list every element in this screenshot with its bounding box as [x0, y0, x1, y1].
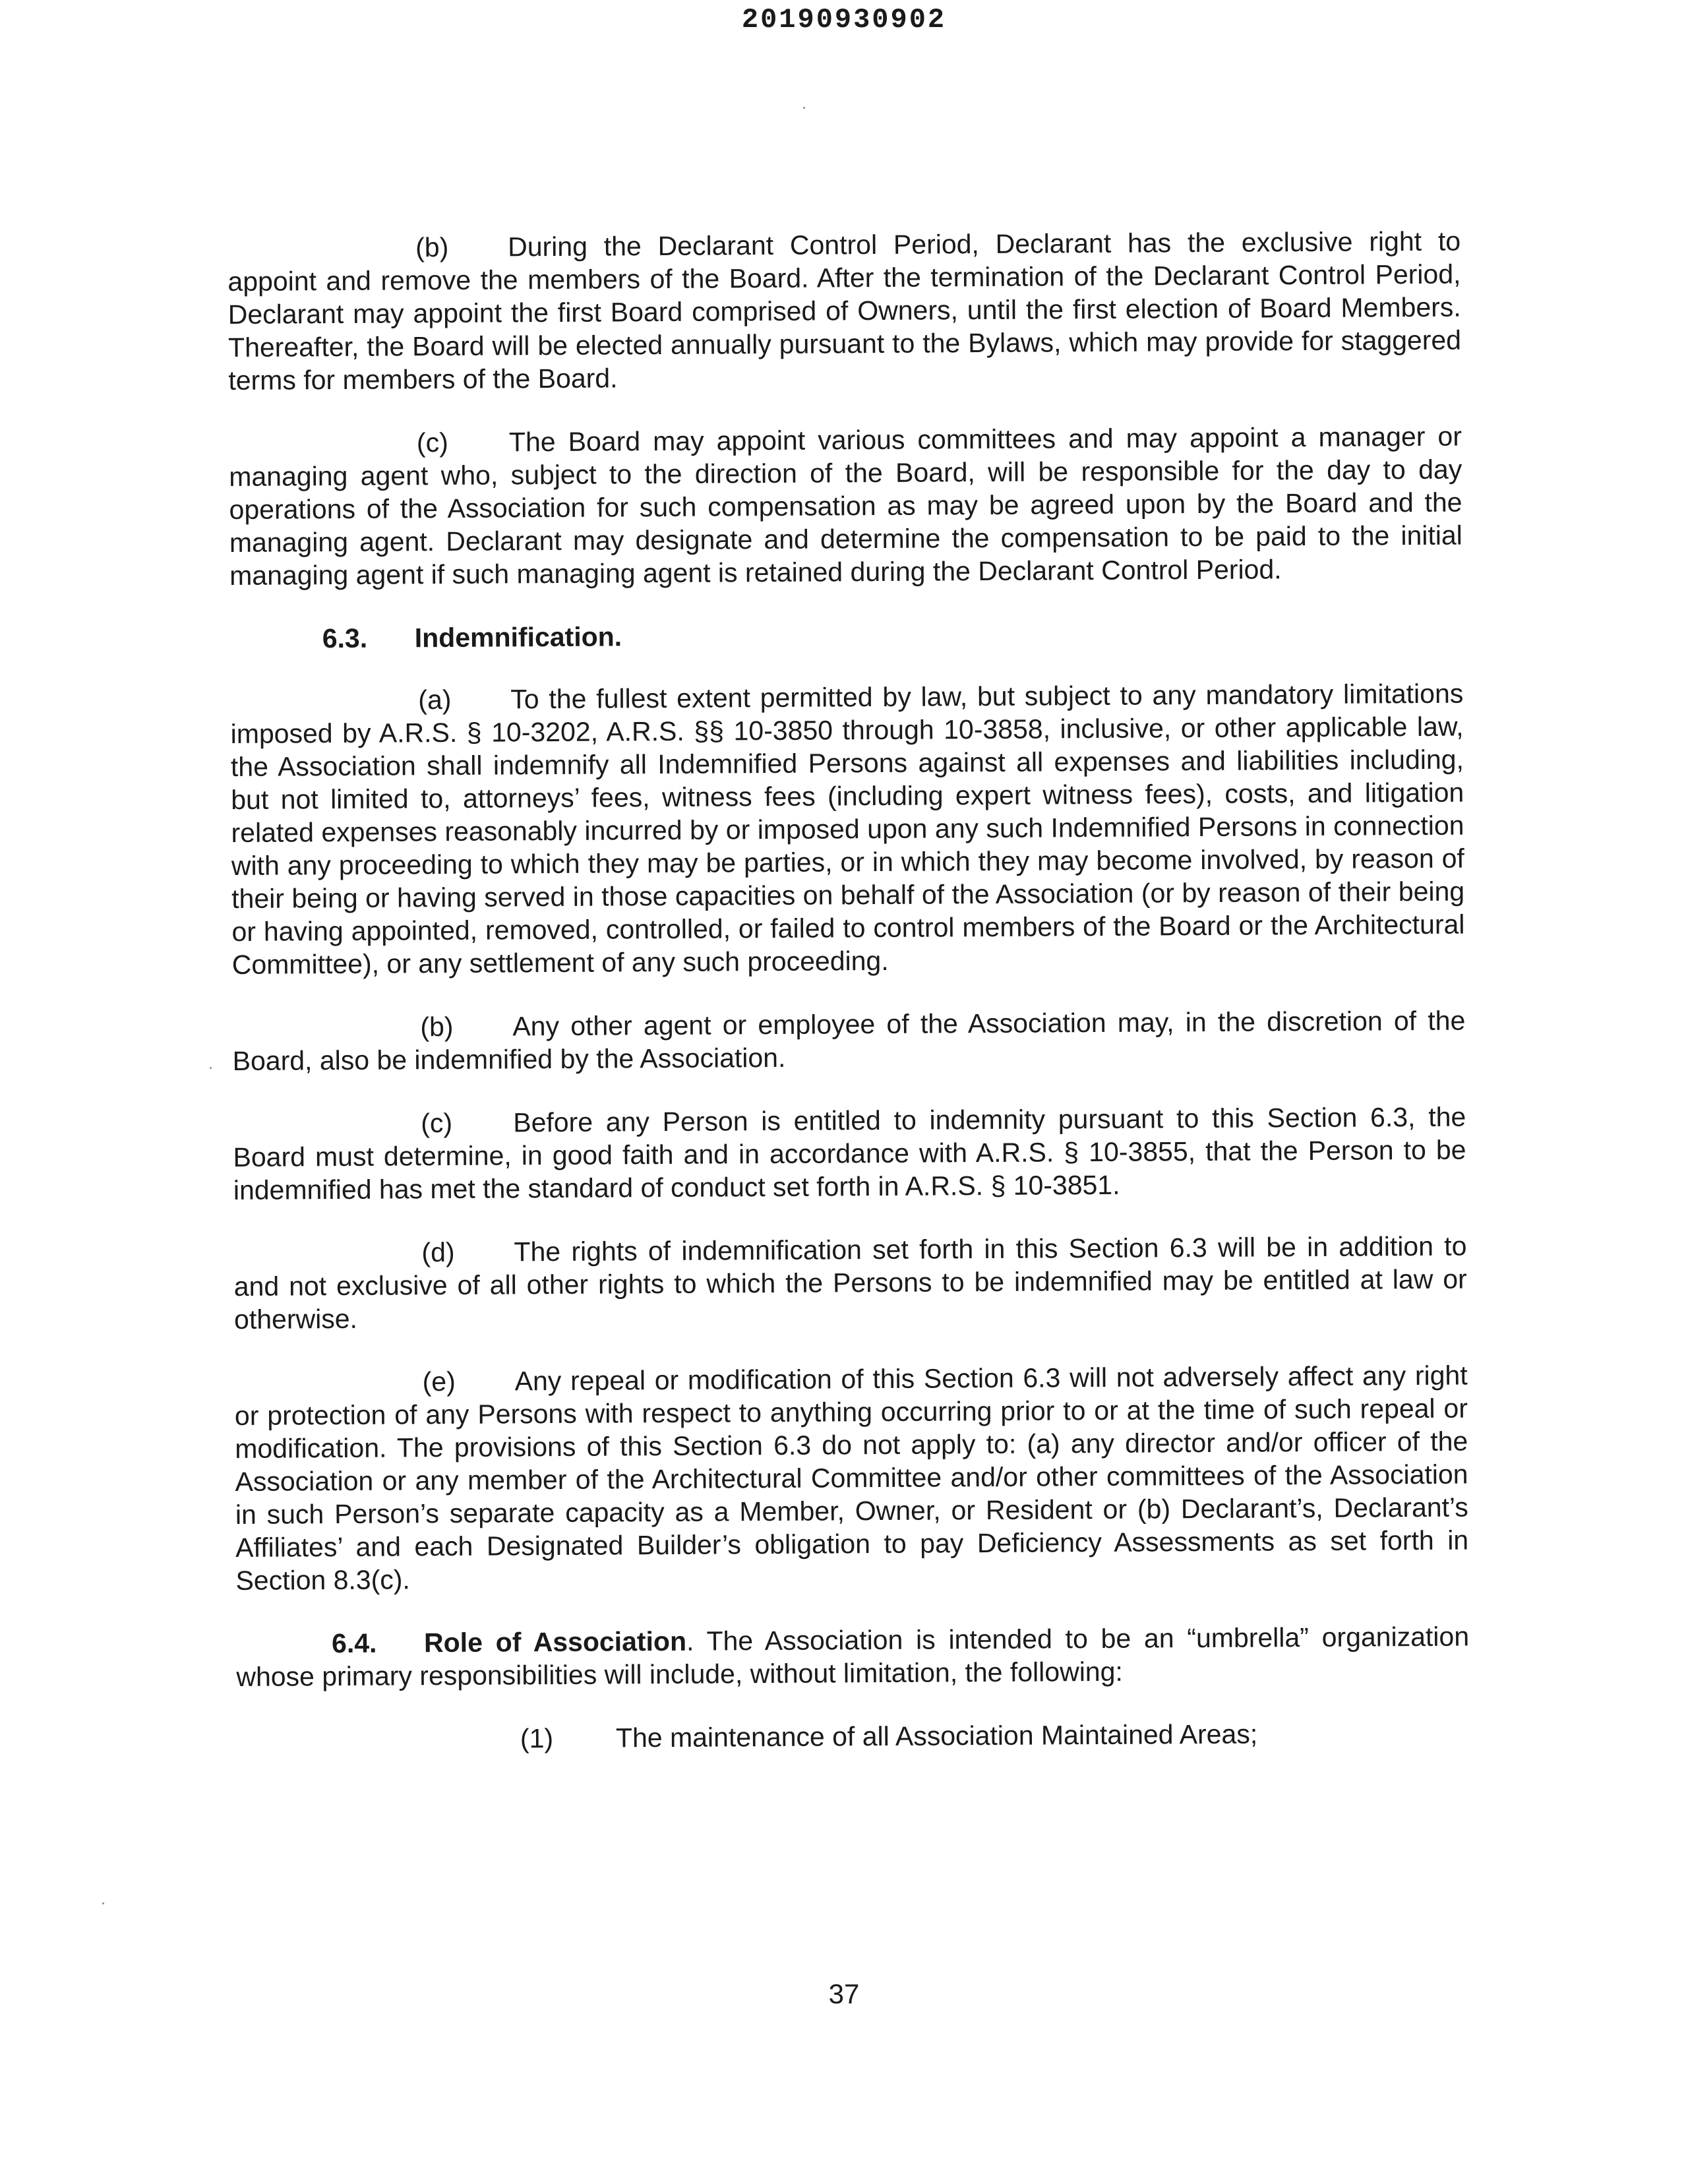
paragraph-6-2-b: [227, 225, 1461, 397]
paragraph-6-3-e: [235, 1359, 1469, 1597]
section-number: 6.3.: [322, 622, 368, 654]
document-body: [227, 225, 1470, 1757]
paragraph-text: Any repeal or modification of this Section 6.3 will not adversely affect any right or protection of any Persons with respect to anything occurring prior to or at the time of such repeal or modification. The provisions of this Section 6.3 do not apply to: (a) any director and/or officer of the Association or any member of the Architectural Committee and/or other committees of the Association in such Person’s separate capacity as a Member, Owner, or Resident or (b) Declarant’s, Declarant’s Affiliates’ and each Designated Builder’s obligation to pay Deficiency Assessments as set forth in Section 8.3(c).: [234, 1360, 1469, 1596]
paragraph-text: The rights of indemnification set forth in this Section 6.3 will be in addition to and not exclusive of all other rights to which the Persons to be indemnified may be entitled at law or otherwise.: [233, 1230, 1467, 1335]
section-title: Indemnification.: [414, 621, 622, 653]
paragraph-label: (a): [418, 684, 452, 715]
paragraph-text: The Board may appoint various committees and may appoint a manager or managing agent who, subject to the direction of the Board, will be responsible for the day to day operations of the Association for such compensation as may be agreed upon by the Board and the managing agent. Declarant may designate and determine the compensation to be paid to the initial managing agent if such managing agent is retained during the Declarant Control Period.: [229, 421, 1462, 591]
page-number: 37: [828, 1978, 860, 2009]
section-title: Role of Association: [423, 1625, 687, 1658]
paragraph-6-3-a: [230, 677, 1465, 981]
paragraph-label: (c): [421, 1107, 453, 1139]
scan-speck: [803, 107, 805, 109]
list-item-label: (1): [520, 1723, 554, 1754]
paragraph-text: To the fullest extent permitted by law, but subject to any mandatory limitations imposed by A.R.S. § 10-3202, A.R.S. §§ 10-3850 through 10-3858, inclusive, or other applicable law, the Association shall indemnify all Indemnified Persons against all expenses and liabilities including, but not limited to, attorneys’ fees, witness fees (including expert witness fees), costs, and litigation related expenses reasonably incurred by or imposed upon any such Indemnified Persons in connection with any proceeding to which they may be parties, or in which they may become involved, by reason of their being or having served in those capacities on behalf of the Association (or by reason of their being or having appointed, removed, controlled, or failed to control members of the Board or the Architectural Committee), or any settlement of any such proceeding.: [230, 678, 1465, 980]
list-item-text: The maintenance of all Association Maintained Areas;: [615, 1718, 1258, 1753]
paragraph-6-3-b: [232, 1004, 1466, 1077]
section-number: 6.4.: [331, 1627, 377, 1659]
paragraph-6-3-d: [233, 1230, 1467, 1336]
paragraph-text: Before any Person is entitled to indemnity pursuant to this Section 6.3, the Board must determine, in good faith and in accordance with A.R.S. § 10-3855, that the Person to be indemnified has met the standard of conduct set forth in A.R.S. § 10-3851.: [233, 1101, 1466, 1205]
list-item-6-4-1: [237, 1716, 1470, 1757]
paragraph-label: (b): [415, 231, 449, 263]
paragraph-label: (d): [421, 1236, 455, 1268]
paragraph-text: . The Association is intended to be an “umbrella” organization whose primary responsibilities will include, without limitation, the following:: [236, 1621, 1470, 1692]
section-heading-6-3: [230, 615, 1463, 655]
paragraph-label: (c): [416, 427, 448, 458]
paragraph-text: During the Declarant Control Period, Declarant has the exclusive right to appoint and remove the members of the Board. After the termination of the Declarant Control Period, Declarant may appoint the first Board comprised of Owners, until the first election of Board Members. Thereafter, the Board will be elected annually pursuant to the Bylaws, which may provide for staggered terms for members of the Board.: [227, 226, 1462, 396]
paragraph-6-4: [236, 1620, 1470, 1693]
paragraph-6-2-c: [229, 420, 1462, 592]
paragraph-6-3-c: [233, 1101, 1466, 1207]
document-number: 20190930902: [741, 4, 947, 36]
paragraph-label: (e): [422, 1366, 456, 1397]
scan-speck: [210, 1067, 212, 1069]
paragraph-label: (b): [420, 1011, 454, 1043]
paragraph-text: Any other agent or employee of the Association may, in the discretion of the Board, also be indemnified by the Association.: [232, 1005, 1466, 1076]
scan-speck: [102, 1902, 104, 1904]
